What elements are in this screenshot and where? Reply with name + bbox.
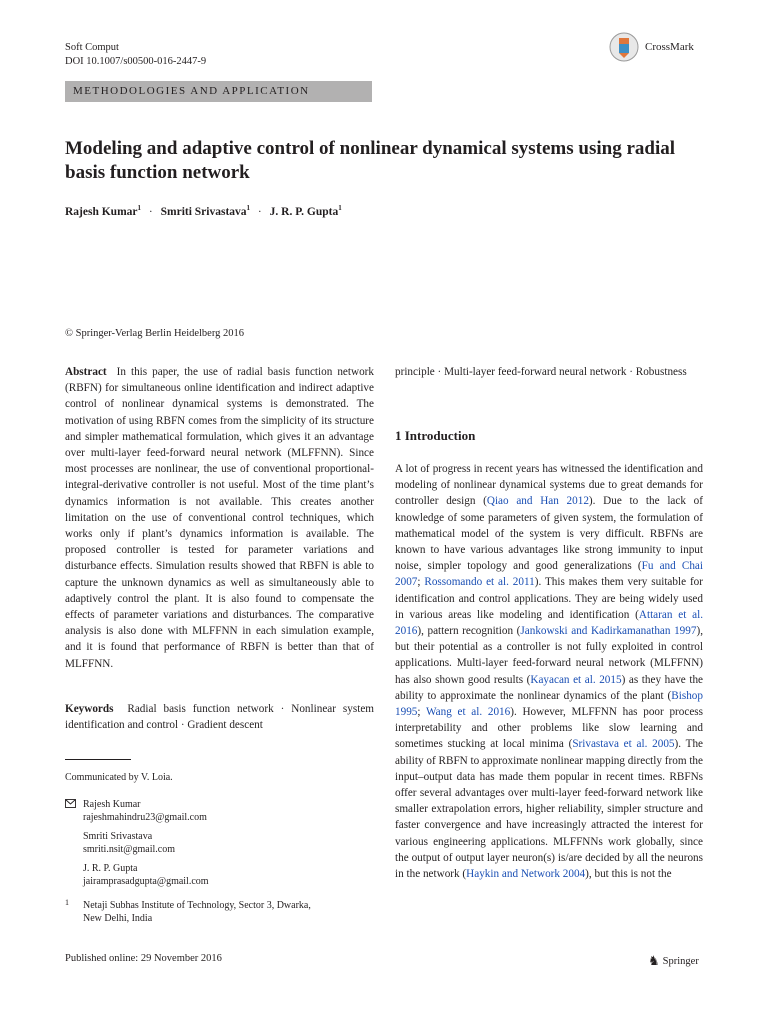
author-name: Smriti Srivastava (160, 205, 247, 218)
communicated-by: Communicated by V. Loia. (65, 772, 173, 783)
body-text: A lot of progress in recent years has witnessed the identification and modeling of nonlinear dynamical systems due to great demands for controller design ( (395, 463, 703, 508)
body-text: ; (417, 706, 426, 719)
abstract-label: Abstract (65, 366, 107, 378)
citation-link[interactable]: Fu and Chai 2007 (395, 560, 704, 589)
publisher-logo (648, 953, 699, 969)
contact-email[interactable]: smriti.nsit@gmail.com (83, 844, 175, 855)
crossmark-label: CrossMark (645, 41, 694, 53)
citation-link[interactable]: Rossomando et al. 2011 (424, 576, 535, 589)
author-affiliation-mark: 1 (246, 204, 251, 212)
citation-link[interactable]: Attaran et al. 2016 (395, 608, 703, 638)
paper-title: Modeling and adaptive control of nonlinear dynamical systems using radial basis function network (65, 138, 676, 183)
envelope-icon (65, 799, 76, 811)
body-text: ). However, MLFFNN has poor process interpretability and other problems like slow learning and sometimes stucking at local minima ( (395, 706, 704, 751)
publisher-name: Springer (662, 955, 699, 967)
keywords-continued: principle · Multi-layer feed-forward neural network · Robustness (395, 366, 687, 378)
citation-link[interactable]: Qiao and Han 2012 (486, 495, 589, 508)
springer-horse-icon: ♞ (648, 953, 660, 968)
citation-link[interactable]: Haykin and Network 2004 (466, 868, 586, 881)
section-banner: METHODOLOGIES AND APPLICATION (65, 81, 372, 102)
keywords (65, 701, 374, 733)
contact-block (83, 798, 207, 824)
author-name: Rajesh Kumar (65, 205, 138, 218)
author-separator: · (257, 205, 262, 218)
body-text: ). The ability of RBFN to approximate nonlinear mapping directly from the input–output data has made them popular in recent times. RBFNs offer several advantages over multi-layer feed-forward network like smaller extrapolation errors, higher reliability, simpler structure and faster convergence and have increasingly attracted the interest for various engineering applications. MLFFNNs work globally, since the output of output layer neuron(s) is/are decided by all the neurons in the network ( (395, 738, 704, 881)
author-affiliation-mark: 1 (338, 204, 342, 212)
contact-email[interactable]: jairamprasadgupta@gmail.com (83, 876, 209, 887)
author-separator: · (148, 205, 153, 218)
doi: DOI 10.1007/s00500-016-2447-9 (65, 56, 207, 67)
citation-link[interactable]: Kayacan et al. 2015 (530, 673, 622, 686)
contact-name: J. R. P. Gupta (83, 863, 138, 874)
body-text: ). This makes them very suitable for identification and control applications. They are being widely used in various areas like modeling and identification ( (395, 576, 703, 621)
citation-link[interactable]: Bishop 1995 (395, 689, 703, 719)
citation-link[interactable]: Jankowski and Kadirkamanathan 1997 (520, 625, 697, 638)
body-text: ; (417, 576, 425, 589)
affiliation-number: 1 (65, 898, 69, 907)
footnote-rule (65, 759, 131, 760)
affiliation-line: Netaji Subhas Institute of Technology, Sector 3, Dwarka, (83, 900, 311, 911)
introduction-body (395, 461, 703, 882)
keywords-label: Keywords (65, 703, 114, 715)
journal-name: Soft Comput (65, 42, 119, 53)
contact-email[interactable]: rajeshmahindru23@gmail.com (83, 812, 207, 823)
affiliation-line: New Delhi, India (83, 913, 153, 924)
abstract-text: In this paper, the use of radial basis function network (RBFN) for simultaneous online identification and indirect adaptive control of nonlinear dynamical systems is demonstrated. The motivation of using RBFN comes from the simplicity of its structure and simpler mathematical formulation, which gives it an advantage over multi-layer feed-forward neural network (MLFFNN). Since most processes are nonlinear, the use of conventional proportional-integral-derivative controller is not useful. Most of the time plant’s dynamics information is not available. This creates another limitation on the use of conventional control techniques, which works only if plant’s dynamics information is available. The proposed controller is tested for parameter variations and disturbance effects. Simulation results showed that RBFN is able to capture the unknown dynamics as well as simultaneously able to adaptively control the plant. It is also found to compensate the effects of parameter variations and disturbances. The comparative analysis is also done with MLFFNN in each simulation example, and it is found that performance of RBFN is better than that of MLFFNN. (65, 366, 374, 670)
citation-link[interactable]: Srivastava et al. 2005 (572, 738, 675, 751)
published-date: Published online: 29 November 2016 (65, 953, 222, 964)
body-text: ). Due to the lack of knowledge of some parameters of given system, the formulation of mathematical model of the system is very difficult. RBFNs are known to have various advantages like strong immunity to input noise, simpler topology and good generalizations ( (395, 495, 703, 573)
body-text: ), but their potential as a controller is not fully exploited in control applications. Multi-layer feed-forward neural network (MLFFNN) has also shown good results ( (395, 625, 703, 686)
keywords-text: Radial basis function network · Nonlinear system identification and control · Gradient descent (65, 703, 375, 732)
author-name: J. R. P. Gupta (269, 205, 339, 218)
contact-block (83, 862, 209, 888)
body-text: ), pattern recognition ( (417, 625, 521, 638)
body-text: ) as they have the ability to approximate the nonlinear dynamics of the plant ( (395, 673, 703, 702)
contact-name: Rajesh Kumar (83, 799, 141, 810)
author-affiliation-mark: 1 (137, 204, 142, 212)
citation-link[interactable]: Wang et al. 2016 (426, 706, 511, 719)
crossmark-badge[interactable] (609, 30, 729, 64)
author-list (65, 204, 342, 218)
contact-block (83, 830, 175, 856)
abstract (65, 364, 374, 672)
affiliation (83, 899, 311, 925)
contact-name: Smriti Srivastava (83, 831, 153, 842)
body-text: ), but this is not the (585, 868, 672, 881)
crossmark-icon (609, 31, 639, 63)
section-heading-introduction: 1 Introduction (395, 428, 476, 443)
copyright-notice: © Springer-Verlag Berlin Heidelberg 2016 (65, 328, 245, 339)
